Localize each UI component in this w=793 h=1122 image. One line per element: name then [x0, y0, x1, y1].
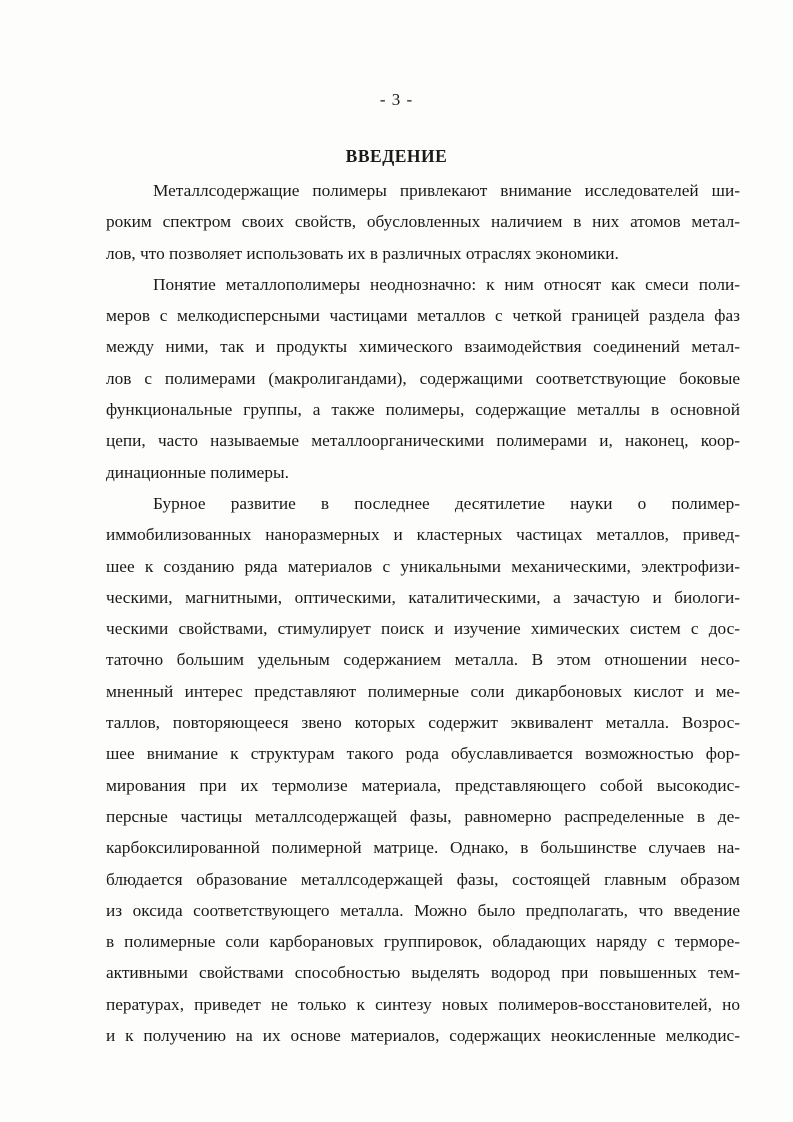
text-line: карбоксилированной полимерной матрице. Однако, в большинстве случаев на-: [106, 838, 740, 858]
text-line: блюдается образование металлсодержащей фазы, состоящей главным образом: [106, 869, 740, 889]
text-line: таллов, повторяющееся звено которых содержит эквивалент металла. Возрос-: [106, 713, 740, 733]
text-line: Понятие металлополимеры неоднозначно: к ним относят как смеси поли-: [153, 274, 740, 294]
text-line: мирования при их термолизе материала, представляющего собой высокодис-: [106, 775, 740, 795]
text-line: из оксида соответствующего металла. Можно было предполагать, что введение: [106, 900, 740, 920]
text-line: таточно большим удельным содержанием металла. В этом отношении несо-: [106, 650, 740, 670]
body-text: [106, 175, 740, 1051]
text-line: между ними, так и продукты химического взаимодействия соединений метал-: [106, 337, 740, 357]
text-line: функциональные группы, а также полимеры, содержащие металлы в основной: [106, 400, 740, 420]
text-line: иммобилизованных наноразмерных и кластерных частицах металлов, привед-: [106, 525, 740, 545]
text-line: лов с полимерами (макролигандами), содержащими соответствующие боковые: [106, 368, 740, 388]
text-line: ческими, магнитными, оптическими, каталитическими, а зачастую и биологи-: [106, 587, 740, 607]
text-line: меров с мелкодисперсными частицами металлов с четкой границей раздела фаз: [106, 306, 740, 326]
text-line: роким спектром своих свойств, обусловленных наличием в них атомов метал-: [106, 212, 740, 232]
paragraph-development: [106, 488, 740, 1051]
paragraph-intro: [106, 175, 740, 269]
paragraph-definition: [106, 269, 740, 488]
text-line: цепи, часто называемые металлоорганическими полимерами и, наконец, коор-: [106, 431, 740, 451]
text-line: шее внимание к структурам такого рода обуславливается возможностью фор-: [106, 744, 740, 764]
text-line: мненный интерес представляют полимерные соли дикарбоновых кислот и ме-: [106, 681, 740, 701]
text-line: ческими свойствами, стимулирует поиск и изучение химических систем с дос-: [106, 619, 740, 639]
text-line: в полимерные соли карборановых группировок, обладающих наряду с терморе-: [106, 932, 740, 952]
text-line: Металлсодержащие полимеры привлекают внимание исследователей ши-: [153, 181, 740, 200]
text-line: и к получению на их основе материалов, содержащих неокисленные мелкодис-: [106, 1026, 740, 1046]
text-line: персные частицы металлсодержащей фазы, равномерно распределенные в де-: [106, 806, 740, 826]
page-number: - 3 -: [379, 90, 414, 109]
section-heading: ВВЕДЕНИЕ: [345, 146, 448, 166]
text-line: шее к созданию ряда материалов с уникальными механическими, электрофизи-: [106, 556, 740, 576]
text-line: активными свойствами способностью выделять водород при повышенных тем-: [106, 963, 740, 983]
text-line: динационные полимеры.: [106, 462, 289, 482]
text-line: лов, что позволяет использовать их в различных отраслях экономики.: [106, 243, 619, 263]
text-line: пературах, приведет не только к синтезу новых полимеров-восстановителей, но: [106, 994, 740, 1014]
text-line: Бурное развитие в последнее десятилетие науки о полимер-: [153, 493, 740, 513]
